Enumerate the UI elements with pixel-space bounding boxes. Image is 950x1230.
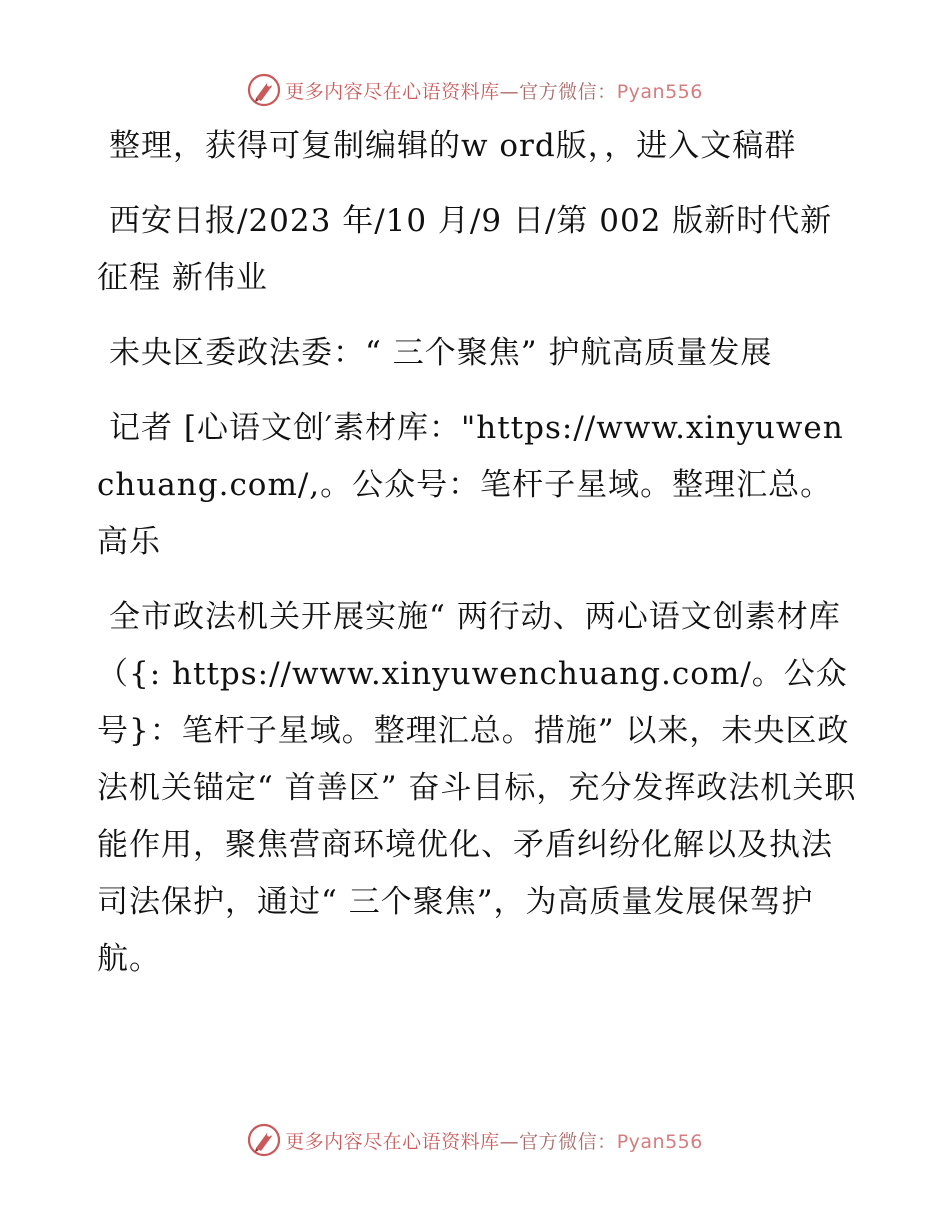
pen-logo-icon bbox=[247, 1123, 281, 1157]
document-body bbox=[97, 118, 857, 988]
header-banner bbox=[0, 70, 950, 110]
pen-logo-icon bbox=[247, 73, 281, 107]
paragraph-source: 西安日报/2023 年/10 月/9 日/第 002 版新时代新征程 新伟业 bbox=[97, 203, 833, 296]
banner-official-text: 官方微信： bbox=[519, 80, 617, 103]
article-title: 未央区委政法委：“ 三个聚焦” 护航高质量发展 bbox=[109, 335, 773, 371]
banner-text bbox=[285, 77, 703, 104]
paragraph-body: 全市政法机关开展实施“ 两行动、两心语文创素材库（{: https://www.xinyuwenchuang.com/。公众号}：笔杆子星域。整理汇总。措施” 以来，未央区政法机关锚定“ 首善区” 奋斗目标，充分发挥政法机关职能作用，聚焦营商环境优化、矛盾纠纷化解以及执法司法保护，通过“ 三个聚焦”，为高质量发展保驾护航。 bbox=[97, 599, 857, 977]
footer-banner bbox=[0, 1120, 950, 1160]
banner-wechat-id: Pyan556 bbox=[616, 80, 703, 103]
banner-dash: — bbox=[499, 1130, 520, 1153]
banner-official-text: 官方微信： bbox=[519, 1130, 617, 1153]
banner-dash: — bbox=[499, 80, 520, 103]
banner-wechat-id: Pyan556 bbox=[616, 1130, 703, 1153]
paragraph-byline: 记者 [心语文创′素材库："https://www.xinyuwenchuang.com/,。公众号：笔杆子星域。整理汇总。高乐 bbox=[97, 410, 844, 560]
banner-text bbox=[285, 1127, 703, 1154]
banner-site-text: 更多内容尽在心语资料库 bbox=[285, 80, 500, 103]
banner-site-text: 更多内容尽在心语资料库 bbox=[285, 1130, 500, 1153]
paragraph-intro: 整理，获得可复制编辑的w ord版，，进入文稿群 bbox=[109, 128, 797, 164]
